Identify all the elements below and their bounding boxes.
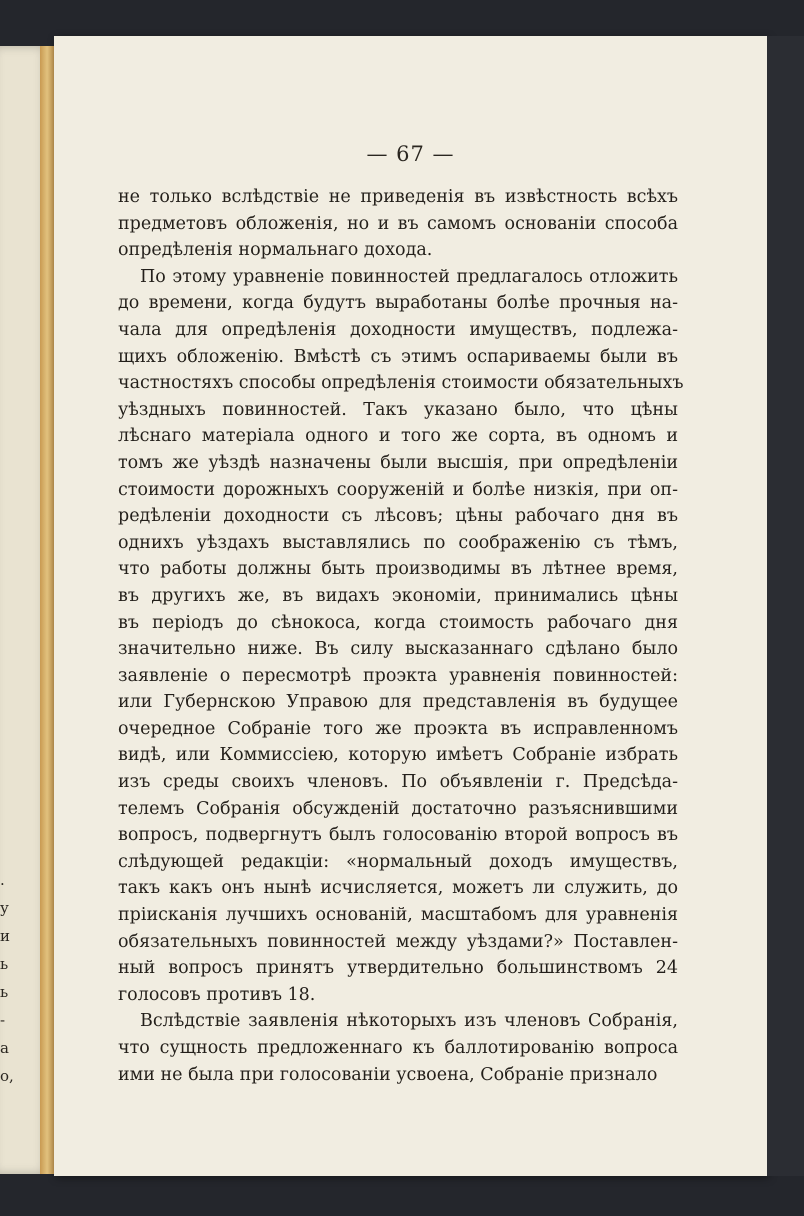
text-line: не только вслѣдствіе не приведенія въ извѣстность всѣхъ bbox=[118, 187, 678, 207]
text-line: стоимости дорожныхъ сооруженій и болѣе низкія, при оп- bbox=[118, 479, 678, 500]
text-line: видѣ, или Коммиссіею, которую имѣетъ Собраніе избрать bbox=[118, 745, 678, 766]
text-line: однихъ уѣздахъ выставлялись по соображенію съ тѣмъ, bbox=[118, 532, 678, 553]
text-line: чала для опредѣленія доходности имуществъ, подлежа- bbox=[118, 319, 678, 340]
text-line: что работы должны быть производимы въ лѣтнее время, bbox=[118, 559, 678, 580]
margin-fragment: . bbox=[0, 871, 5, 889]
text-line: что сущность предложеннаго къ баллотированію вопроса bbox=[118, 1038, 678, 1058]
text-line: значительно ниже. Въ силу высказаннаго сдѣлано было bbox=[118, 639, 678, 660]
margin-fragment: а bbox=[0, 1039, 9, 1057]
text-line: частностяхъ способы опредѣленія стоимости обязательныхъ bbox=[118, 373, 684, 394]
text-line: въ другихъ же, въ видахъ экономіи, принимались цѣны bbox=[118, 585, 678, 606]
text-line: очередное Собраніе того же проэкта въ исправленномъ bbox=[118, 718, 678, 739]
text-line: томъ же уѣздѣ назначены были высшія, при опредѣленіи bbox=[118, 452, 678, 473]
margin-fragment: ь bbox=[0, 983, 9, 1001]
left-margin-fragments bbox=[0, 866, 14, 1090]
text-line: слѣдующей редакціи: «нормальный доходъ имуществъ, bbox=[118, 851, 678, 872]
text-line: телемъ Собранія обсужденій достаточно разъяснившими bbox=[118, 798, 678, 819]
text-line: Вслѣдствіе заявленія нѣкоторыхъ изъ членовъ Собранія, bbox=[140, 1011, 678, 1032]
text-line: пріисканія лучшихъ основаній, масштабомъ для уравненія bbox=[118, 905, 678, 926]
paragraph bbox=[118, 264, 684, 1009]
background-edge bbox=[767, 36, 804, 1176]
paragraph bbox=[118, 184, 678, 264]
book-page bbox=[54, 36, 767, 1176]
text-line: голосовъ противъ 18. bbox=[118, 984, 316, 1005]
margin-fragment: и bbox=[0, 927, 10, 945]
text-line: обязательныхъ повинностей между уѣздами?» Поставлен- bbox=[118, 931, 678, 952]
text-line: лѣснаго матеріала одного и того же сорта, въ одномъ и bbox=[118, 426, 678, 447]
text-line: ный вопросъ принятъ утвердительно большинствомъ 24 bbox=[118, 958, 678, 979]
text-line: предметовъ обложенія, но и въ самомъ основаніи способа bbox=[118, 213, 678, 234]
text-line: въ періодъ до сѣнокоса, когда стоимость рабочаго дня bbox=[118, 612, 678, 633]
text-line: По этому уравненіе повинностей предлагалось отложить bbox=[140, 266, 678, 287]
text-line: уѣздныхъ повинностей. Такъ указано было, что цѣны bbox=[118, 399, 678, 420]
text-line: ими не была при голосованіи усвоена, Собраніе признало bbox=[118, 1064, 658, 1085]
text-line: щихъ обложенію. Вмѣстѣ съ этимъ оспариваемы были въ bbox=[118, 346, 678, 367]
text-line: такъ какъ онъ нынѣ исчисляется, можетъ ли служить, до bbox=[118, 878, 678, 899]
text-line: или Губернскою Управою для представленія въ будущее bbox=[118, 692, 678, 713]
text-line: вопросъ, подвергнутъ былъ голосованію второй вопросъ въ bbox=[118, 825, 678, 846]
text-line: редѣленіи доходности съ лѣсовъ; цѣны рабочаго дня въ bbox=[118, 506, 678, 527]
text-line: опредѣленія нормальнаго дохода. bbox=[118, 240, 433, 261]
page-text bbox=[118, 184, 684, 1088]
text-line: заявленіе о пересмотрѣ проэкта уравненія повинностей: bbox=[118, 665, 678, 686]
paragraph bbox=[118, 1008, 678, 1088]
text-line: изъ среды своихъ членовъ. По объявленіи г. Предсѣда- bbox=[118, 772, 678, 793]
text-line: до времени, когда будутъ выработаны болѣе прочныя на- bbox=[118, 293, 678, 314]
margin-fragment: - bbox=[0, 1011, 6, 1029]
margin-fragment: о, bbox=[0, 1067, 14, 1085]
margin-fragment: ь bbox=[0, 955, 9, 973]
page-number: — 67 — bbox=[366, 142, 455, 166]
margin-fragment: у bbox=[0, 899, 9, 917]
